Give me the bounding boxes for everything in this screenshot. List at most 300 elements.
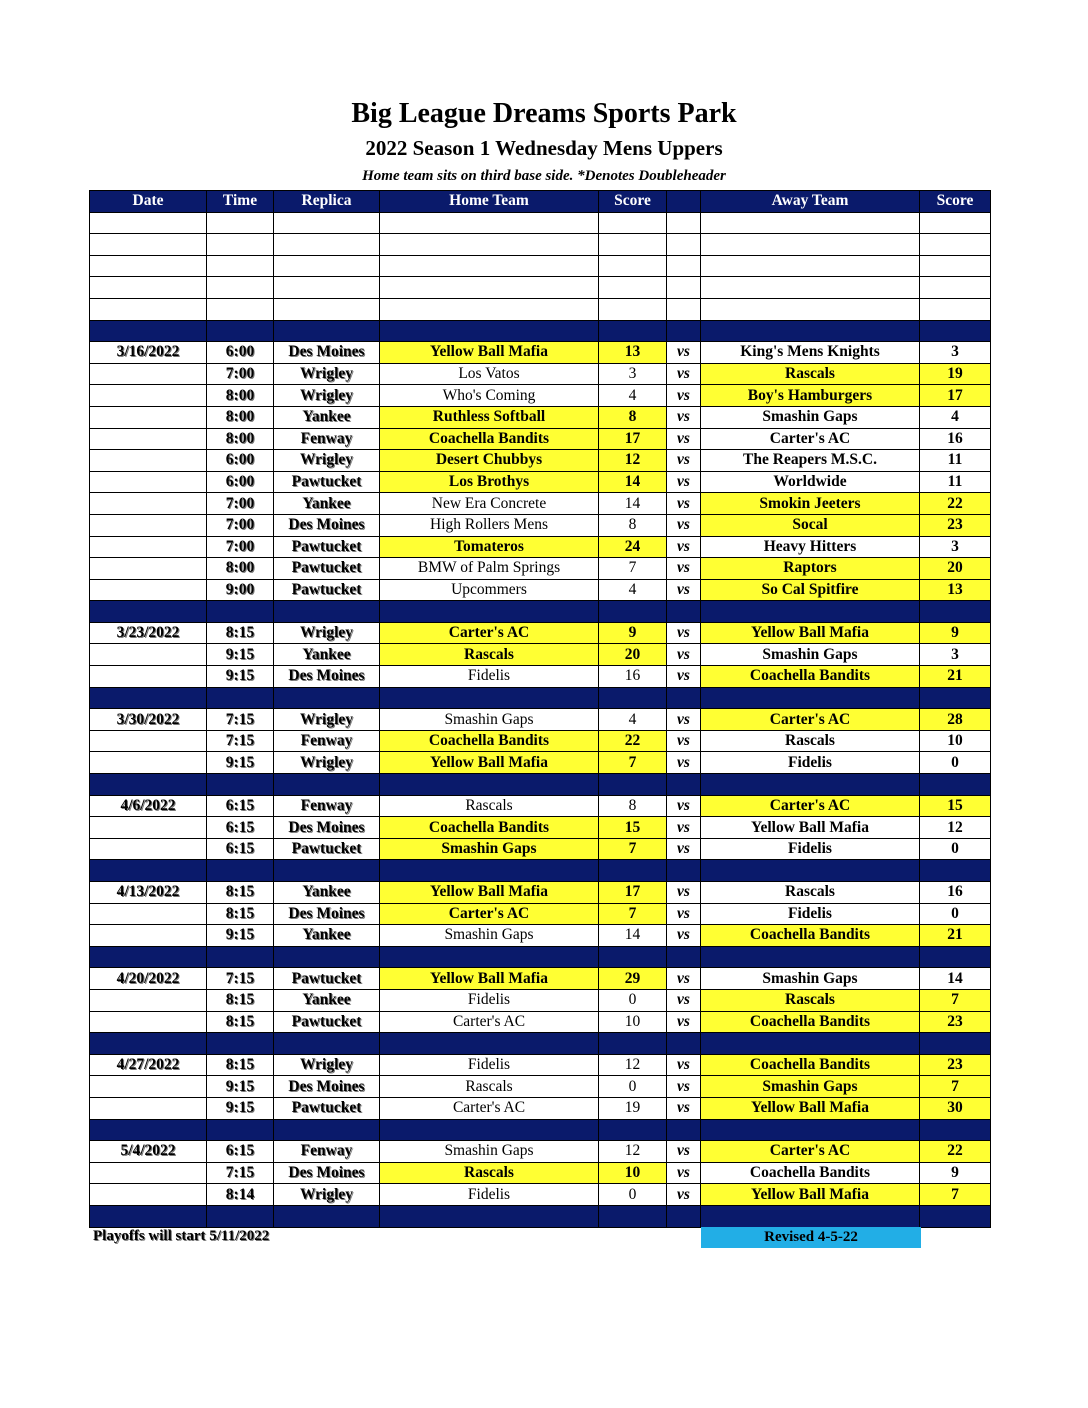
away-team: Carter's AC: [701, 428, 920, 450]
away-team: Rascals: [701, 363, 920, 385]
game-field: Des Moines: [274, 817, 380, 839]
game-row: [90, 493, 991, 515]
separator-cell: [920, 601, 991, 623]
game-time: 9:00: [207, 579, 274, 601]
blank-cell: [207, 255, 274, 277]
blank-cell: [90, 212, 207, 234]
separator-cell: [380, 860, 599, 882]
game-row: [90, 450, 991, 472]
game-time: 8:15: [207, 622, 274, 644]
blank-cell: [599, 298, 667, 320]
game-time: 7:00: [207, 514, 274, 536]
home-team: Rascals: [380, 795, 599, 817]
game-date: [90, 428, 207, 450]
game-time: 7:00: [207, 536, 274, 558]
vs-label: vs: [667, 342, 701, 364]
separator-cell: [599, 1205, 667, 1227]
home-team: Coachella Bandits: [380, 428, 599, 450]
home-team: Yellow Ball Mafia: [380, 342, 599, 364]
away-team: King's Mens Knights: [701, 342, 920, 364]
away-score: 21: [920, 666, 991, 688]
separator-cell: [380, 601, 599, 623]
home-score: 7: [599, 558, 667, 580]
vs-label: vs: [667, 558, 701, 580]
game-field: Des Moines: [274, 1162, 380, 1184]
header-time: Time: [207, 191, 274, 213]
blank-cell: [274, 234, 380, 256]
game-date: [90, 1097, 207, 1119]
separator-cell: [274, 774, 380, 796]
game-row: [90, 644, 991, 666]
game-field: Wrigley: [274, 752, 380, 774]
home-score: 19: [599, 1097, 667, 1119]
separator-cell: [380, 946, 599, 968]
separator-cell: [90, 774, 207, 796]
game-time: 8:00: [207, 406, 274, 428]
vs-label: vs: [667, 838, 701, 860]
away-score: 16: [920, 882, 991, 904]
away-score: 16: [920, 428, 991, 450]
away-score: 22: [920, 1141, 991, 1163]
game-time: 7:15: [207, 730, 274, 752]
home-team: Carter's AC: [380, 1011, 599, 1033]
blank-cell: [207, 277, 274, 299]
game-date: [90, 925, 207, 947]
away-team: Worldwide: [701, 471, 920, 493]
game-date: [90, 838, 207, 860]
away-team: Coachella Bandits: [701, 1162, 920, 1184]
away-score: 7: [920, 1184, 991, 1206]
separator-cell: [667, 1205, 701, 1227]
separator-row: [90, 1205, 991, 1227]
away-score: 23: [920, 1054, 991, 1076]
separator-cell: [207, 1033, 274, 1055]
header-home-team: Home Team: [380, 191, 599, 213]
header-row: [90, 191, 991, 213]
separator-cell: [207, 860, 274, 882]
away-score: 28: [920, 709, 991, 731]
separator-cell: [274, 601, 380, 623]
game-date: 3/23/2022: [90, 622, 207, 644]
blank-cell: [274, 255, 380, 277]
blank-cell: [380, 234, 599, 256]
away-team: Socal: [701, 514, 920, 536]
game-time: 9:15: [207, 925, 274, 947]
away-team: Raptors: [701, 558, 920, 580]
separator-cell: [90, 946, 207, 968]
blank-cell: [599, 234, 667, 256]
game-field: Des Moines: [274, 342, 380, 364]
game-date: [90, 1184, 207, 1206]
home-score: 16: [599, 666, 667, 688]
separator-row: [90, 774, 991, 796]
game-date: [90, 666, 207, 688]
separator-cell: [207, 601, 274, 623]
game-field: Des Moines: [274, 514, 380, 536]
vs-label: vs: [667, 817, 701, 839]
game-time: 8:15: [207, 989, 274, 1011]
vs-label: vs: [667, 1141, 701, 1163]
header-replica: Replica: [274, 191, 380, 213]
game-row: [90, 514, 991, 536]
home-score: 0: [599, 1184, 667, 1206]
away-team: Rascals: [701, 989, 920, 1011]
separator-cell: [920, 687, 991, 709]
away-score: 21: [920, 925, 991, 947]
separator-cell: [207, 946, 274, 968]
game-row: [90, 709, 991, 731]
separator-cell: [274, 860, 380, 882]
separator-cell: [207, 687, 274, 709]
home-team: Carter's AC: [380, 903, 599, 925]
separator-cell: [207, 1205, 274, 1227]
home-team: Rascals: [380, 1162, 599, 1184]
game-row: [90, 363, 991, 385]
blank-cell: [701, 212, 920, 234]
separator-cell: [701, 774, 920, 796]
game-time: 9:15: [207, 1076, 274, 1098]
home-score: 17: [599, 428, 667, 450]
home-team: Coachella Bandits: [380, 730, 599, 752]
game-row: [90, 1011, 991, 1033]
blank-row: [90, 234, 991, 256]
game-date: [90, 363, 207, 385]
blank-cell: [920, 234, 991, 256]
separator-cell: [90, 1033, 207, 1055]
home-team: Coachella Bandits: [380, 817, 599, 839]
away-team: Smokin Jeeters: [701, 493, 920, 515]
game-time: 7:15: [207, 1162, 274, 1184]
vs-label: vs: [667, 471, 701, 493]
blank-cell: [207, 298, 274, 320]
blank-cell: [90, 234, 207, 256]
game-date: [90, 989, 207, 1011]
game-date: [90, 406, 207, 428]
header-vs: [667, 191, 701, 213]
away-score: 0: [920, 838, 991, 860]
game-time: 9:15: [207, 644, 274, 666]
game-field: Wrigley: [274, 385, 380, 407]
game-date: [90, 817, 207, 839]
home-team: New Era Concrete: [380, 493, 599, 515]
game-row: [90, 536, 991, 558]
vs-label: vs: [667, 406, 701, 428]
game-time: 8:00: [207, 428, 274, 450]
away-team: The Reapers M.S.C.: [701, 450, 920, 472]
game-date: [90, 514, 207, 536]
away-score: 13: [920, 579, 991, 601]
separator-cell: [667, 946, 701, 968]
separator-row: [90, 601, 991, 623]
game-row: [90, 385, 991, 407]
separator-cell: [380, 687, 599, 709]
blank-cell: [380, 298, 599, 320]
separator-row: [90, 687, 991, 709]
home-team: High Rollers Mens: [380, 514, 599, 536]
game-row: [90, 882, 991, 904]
separator-cell: [701, 687, 920, 709]
game-row: [90, 730, 991, 752]
game-row: [90, 1097, 991, 1119]
game-row: [90, 1054, 991, 1076]
game-row: [90, 925, 991, 947]
separator-cell: [599, 1033, 667, 1055]
away-team: Carter's AC: [701, 1141, 920, 1163]
away-team: Fidelis: [701, 838, 920, 860]
away-team: Coachella Bandits: [701, 666, 920, 688]
blank-cell: [920, 277, 991, 299]
home-score: 0: [599, 989, 667, 1011]
vs-label: vs: [667, 363, 701, 385]
away-team: Smashin Gaps: [701, 406, 920, 428]
home-team: Carter's AC: [380, 622, 599, 644]
away-team: Smashin Gaps: [701, 644, 920, 666]
playoffs-note: Playoffs will start 5/11/2022: [93, 1228, 270, 1244]
game-field: Pawtucket: [274, 579, 380, 601]
vs-label: vs: [667, 882, 701, 904]
separator-row: [90, 320, 991, 342]
game-row: [90, 989, 991, 1011]
home-score: 8: [599, 406, 667, 428]
game-time: 6:00: [207, 342, 274, 364]
separator-cell: [667, 860, 701, 882]
game-date: [90, 644, 207, 666]
separator-cell: [920, 774, 991, 796]
away-score: 11: [920, 471, 991, 493]
vs-label: vs: [667, 925, 701, 947]
game-date: 3/30/2022: [90, 709, 207, 731]
separator-cell: [599, 946, 667, 968]
separator-cell: [599, 601, 667, 623]
separator-cell: [667, 1033, 701, 1055]
game-row: [90, 558, 991, 580]
separator-cell: [701, 1205, 920, 1227]
blank-cell: [701, 298, 920, 320]
separator-cell: [920, 1033, 991, 1055]
game-field: Pawtucket: [274, 1097, 380, 1119]
separator-cell: [274, 1033, 380, 1055]
away-team: Boy's Hamburgers: [701, 385, 920, 407]
separator-cell: [920, 1119, 991, 1141]
away-score: 3: [920, 342, 991, 364]
vs-label: vs: [667, 622, 701, 644]
game-date: [90, 752, 207, 774]
home-team: Upcommers: [380, 579, 599, 601]
vs-label: vs: [667, 1097, 701, 1119]
separator-cell: [380, 774, 599, 796]
home-score: 4: [599, 385, 667, 407]
game-date: 4/27/2022: [90, 1054, 207, 1076]
blank-cell: [667, 234, 701, 256]
vs-label: vs: [667, 1076, 701, 1098]
away-score: 7: [920, 1076, 991, 1098]
blank-cell: [207, 212, 274, 234]
vs-label: vs: [667, 666, 701, 688]
home-team: Fidelis: [380, 989, 599, 1011]
game-field: Pawtucket: [274, 968, 380, 990]
away-score: 17: [920, 385, 991, 407]
away-score: 23: [920, 1011, 991, 1033]
home-score: 12: [599, 450, 667, 472]
separator-cell: [599, 320, 667, 342]
separator-cell: [380, 1119, 599, 1141]
game-row: [90, 666, 991, 688]
separator-cell: [90, 687, 207, 709]
vs-label: vs: [667, 1054, 701, 1076]
away-team: Yellow Ball Mafia: [701, 1097, 920, 1119]
game-field: Wrigley: [274, 622, 380, 644]
home-score: 20: [599, 644, 667, 666]
game-field: Des Moines: [274, 1076, 380, 1098]
game-date: [90, 579, 207, 601]
separator-cell: [667, 1119, 701, 1141]
home-score: 4: [599, 709, 667, 731]
home-score: 8: [599, 795, 667, 817]
game-time: 8:15: [207, 882, 274, 904]
blank-cell: [90, 298, 207, 320]
page-title: Big League Dreams Sports Park: [351, 98, 737, 129]
vs-label: vs: [667, 536, 701, 558]
game-row: [90, 752, 991, 774]
game-row: [90, 579, 991, 601]
blank-cell: [599, 212, 667, 234]
blank-cell: [701, 234, 920, 256]
away-team: Coachella Bandits: [701, 925, 920, 947]
vs-label: vs: [667, 514, 701, 536]
home-score: 12: [599, 1054, 667, 1076]
blank-cell: [274, 212, 380, 234]
separator-cell: [274, 1205, 380, 1227]
game-field: Wrigley: [274, 1054, 380, 1076]
separator-cell: [207, 320, 274, 342]
schedule-body: [90, 212, 991, 1227]
away-score: 23: [920, 514, 991, 536]
home-score: 4: [599, 579, 667, 601]
separator-row: [90, 1119, 991, 1141]
home-score: 14: [599, 493, 667, 515]
game-row: [90, 838, 991, 860]
blank-cell: [207, 234, 274, 256]
blank-cell: [920, 298, 991, 320]
game-field: Yankee: [274, 644, 380, 666]
away-score: 15: [920, 795, 991, 817]
away-team: Smashin Gaps: [701, 1076, 920, 1098]
away-team: Yellow Ball Mafia: [701, 817, 920, 839]
vs-label: vs: [667, 989, 701, 1011]
home-team: Yellow Ball Mafia: [380, 968, 599, 990]
game-date: [90, 558, 207, 580]
away-team: Carter's AC: [701, 709, 920, 731]
home-team: Smashin Gaps: [380, 709, 599, 731]
away-score: 20: [920, 558, 991, 580]
separator-cell: [90, 320, 207, 342]
separator-cell: [701, 1033, 920, 1055]
separator-cell: [274, 1119, 380, 1141]
vs-label: vs: [667, 1162, 701, 1184]
blank-cell: [274, 277, 380, 299]
schedule-table: [89, 190, 991, 1228]
blank-cell: [667, 298, 701, 320]
separator-cell: [274, 687, 380, 709]
game-field: Wrigley: [274, 363, 380, 385]
game-field: Pawtucket: [274, 1011, 380, 1033]
home-team: Los Brothys: [380, 471, 599, 493]
home-score: 10: [599, 1011, 667, 1033]
separator-cell: [90, 1205, 207, 1227]
home-score: 7: [599, 903, 667, 925]
home-team: Yellow Ball Mafia: [380, 882, 599, 904]
separator-cell: [701, 1119, 920, 1141]
away-team: Coachella Bandits: [701, 1054, 920, 1076]
separator-cell: [274, 946, 380, 968]
away-score: 0: [920, 752, 991, 774]
blank-row: [90, 298, 991, 320]
vs-label: vs: [667, 1011, 701, 1033]
header-home-score: Score: [599, 191, 667, 213]
game-row: [90, 968, 991, 990]
game-date: [90, 450, 207, 472]
away-team: Rascals: [701, 730, 920, 752]
game-time: 6:15: [207, 1141, 274, 1163]
header-date: Date: [90, 191, 207, 213]
game-time: 8:00: [207, 385, 274, 407]
blank-cell: [920, 212, 991, 234]
home-score: 14: [599, 471, 667, 493]
separator-cell: [667, 687, 701, 709]
game-row: [90, 1184, 991, 1206]
vs-label: vs: [667, 1184, 701, 1206]
game-date: [90, 493, 207, 515]
blank-cell: [380, 277, 599, 299]
game-field: Fenway: [274, 428, 380, 450]
home-team: Rascals: [380, 644, 599, 666]
separator-cell: [90, 1119, 207, 1141]
game-date: 3/16/2022: [90, 342, 207, 364]
game-field: Yankee: [274, 406, 380, 428]
game-time: 7:15: [207, 968, 274, 990]
blank-row: [90, 212, 991, 234]
separator-cell: [599, 774, 667, 796]
game-field: Wrigley: [274, 709, 380, 731]
away-score: 11: [920, 450, 991, 472]
vs-label: vs: [667, 968, 701, 990]
blank-cell: [599, 277, 667, 299]
game-time: 6:15: [207, 838, 274, 860]
game-row: [90, 342, 991, 364]
home-score: 15: [599, 817, 667, 839]
game-date: [90, 1076, 207, 1098]
away-score: 3: [920, 536, 991, 558]
separator-cell: [920, 1205, 991, 1227]
game-time: 8:15: [207, 1054, 274, 1076]
game-time: 6:00: [207, 450, 274, 472]
game-time: 6:15: [207, 795, 274, 817]
away-team: Rascals: [701, 882, 920, 904]
game-time: 7:15: [207, 709, 274, 731]
game-field: Fenway: [274, 795, 380, 817]
game-time: 9:15: [207, 1097, 274, 1119]
vs-label: vs: [667, 493, 701, 515]
game-field: Pawtucket: [274, 838, 380, 860]
separator-cell: [701, 320, 920, 342]
page-subtitle: 2022 Season 1 Wednesday Mens Uppers: [365, 136, 723, 160]
game-row: [90, 817, 991, 839]
game-row: [90, 903, 991, 925]
game-time: 7:00: [207, 363, 274, 385]
game-time: 8:15: [207, 903, 274, 925]
away-score: 12: [920, 817, 991, 839]
game-date: [90, 903, 207, 925]
